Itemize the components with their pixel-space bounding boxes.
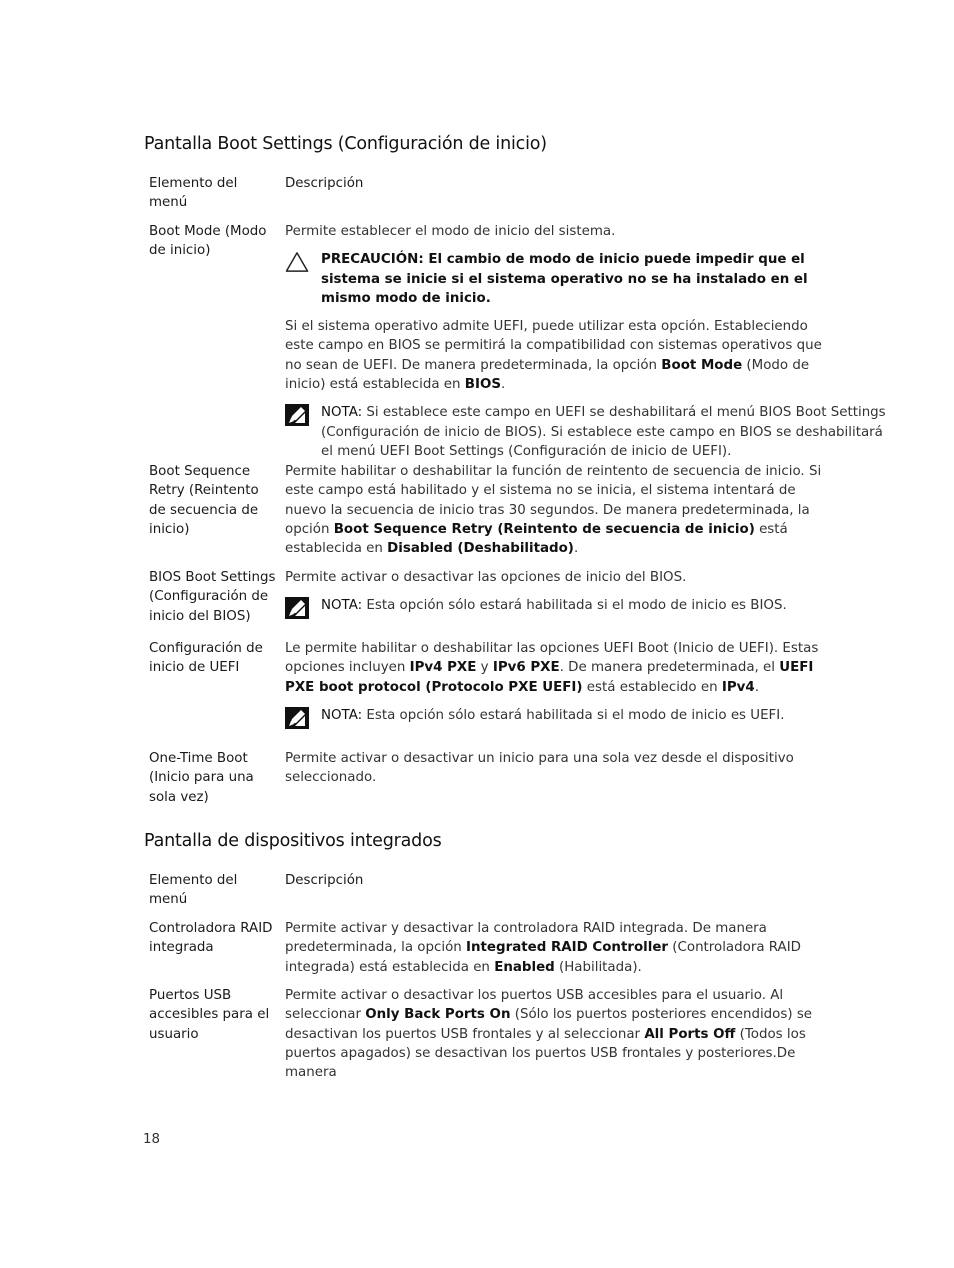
note-text: NOTA: Esta opción sólo estará habilitada si el modo de inicio es UEFI.: [321, 707, 785, 723]
note-pencil-icon: [285, 707, 309, 729]
note-block: [285, 706, 840, 725]
note-pencil-icon: [285, 597, 309, 619]
row-desc: [285, 568, 840, 616]
note-block: [285, 403, 886, 461]
row-item: Boot Sequence Retry (Reintento de secuencia de inicio): [149, 464, 259, 537]
header-desc: Descripción: [285, 176, 364, 191]
row-item: Controladora RAID integrada: [149, 921, 273, 956]
row-desc: [285, 986, 840, 1082]
row-desc: [285, 462, 840, 558]
row-desc: [285, 639, 840, 725]
note-text: NOTA: Esta opción sólo estará habilitada si el modo de inicio es BIOS.: [321, 598, 787, 614]
row-text: Permite establecer el modo de inicio del sistema.: [285, 224, 616, 239]
row-text: Permite activar o desactivar los puertos USB accesibles para el usuario. Al seleccionar Only Back Ports On (Sólo los puertos posteriores encendidos) se desactivan los puertos USB frontales y al seleccionar All Ports Off (Todos los puertos apagados) se desactivan los puertos USB frontales y posteriores.De manera: [285, 988, 813, 1081]
header-item: Elemento del menú: [149, 873, 238, 908]
row-item: Boot Mode (Modo de inicio): [149, 224, 267, 259]
note-text: NOTA: Si establece este campo en UEFI se deshabilitará el menú BIOS Boot Settings (Configuración de inicio de BIOS). Si establece este campo en BIOS se deshabilitará el menú UEFI Boot Settings (Configuración de inicio de UEFI).: [321, 405, 886, 459]
note-pencil-icon: [285, 404, 309, 426]
section-title-boot-settings: Pantalla Boot Settings (Configuración de inicio): [144, 134, 547, 154]
caution-triangle-icon: [285, 251, 309, 273]
row-text: Le permite habilitar o deshabilitar las opciones UEFI Boot (Inicio de UEFI). Estas opciones incluyen IPv4 PXE y IPv6 PXE. De manera predeterminada, el UEFI PXE boot protocol (Protocolo PXE UEFI) está establecido en IPv4.: [285, 641, 819, 695]
row-item: Configuración de inicio de UEFI: [149, 641, 263, 676]
header-item: Elemento del menú: [149, 176, 238, 211]
caution-block: [285, 250, 840, 308]
row-item: BIOS Boot Settings (Configuración de inicio del BIOS): [149, 570, 276, 624]
row-text: Si el sistema operativo admite UEFI, puede utilizar esta opción. Estableciendo este campo en BIOS se permitirá la compatibilidad con sistemas operativos que no sean de UEFI. De manera predeterminada, la opción Boot Mode (Modo de inicio) está establecida en BIOS.: [285, 319, 822, 393]
row-text: Permite activar y desactivar la controladora RAID integrada. De manera predeterminada, la opción Integrated RAID Controller (Controladora RAID integrada) está establecida en Enabled (Habilitada).: [285, 921, 801, 975]
caution-text: PRECAUCIÓN: El cambio de modo de inicio puede impedir que el sistema se inicie si el sistema operativo no se ha instalado en el mismo modo de inicio.: [321, 252, 808, 306]
header-desc: Descripción: [285, 873, 364, 888]
row-desc: [285, 222, 886, 461]
row-text: Permite activar o desactivar un inicio para una sola vez desde el dispositivo seleccionado.: [285, 751, 794, 786]
row-text: Permite habilitar o deshabilitar la función de reintento de secuencia de inicio. Si este campo está habilitado y el sistema no se inicia, el sistema intentará de nuevo la secuencia de inicio tras 30 segundos. De manera predeterminada, la opción Boot Sequence Retry (Reintento de secuencia de inicio) está establecida en Disabled (Deshabilitado).: [285, 464, 822, 557]
row-desc: [285, 919, 840, 977]
page-number: 18: [143, 1132, 161, 1147]
note-block: [285, 596, 840, 615]
row-item: Puertos USB accesibles para el usuario: [149, 988, 270, 1042]
row-desc: [285, 749, 840, 788]
section-title-integrated-devices: Pantalla de dispositivos integrados: [144, 831, 442, 851]
row-text: Permite activar o desactivar las opciones de inicio del BIOS.: [285, 570, 687, 585]
row-item: One-Time Boot (Inicio para una sola vez): [149, 751, 254, 805]
